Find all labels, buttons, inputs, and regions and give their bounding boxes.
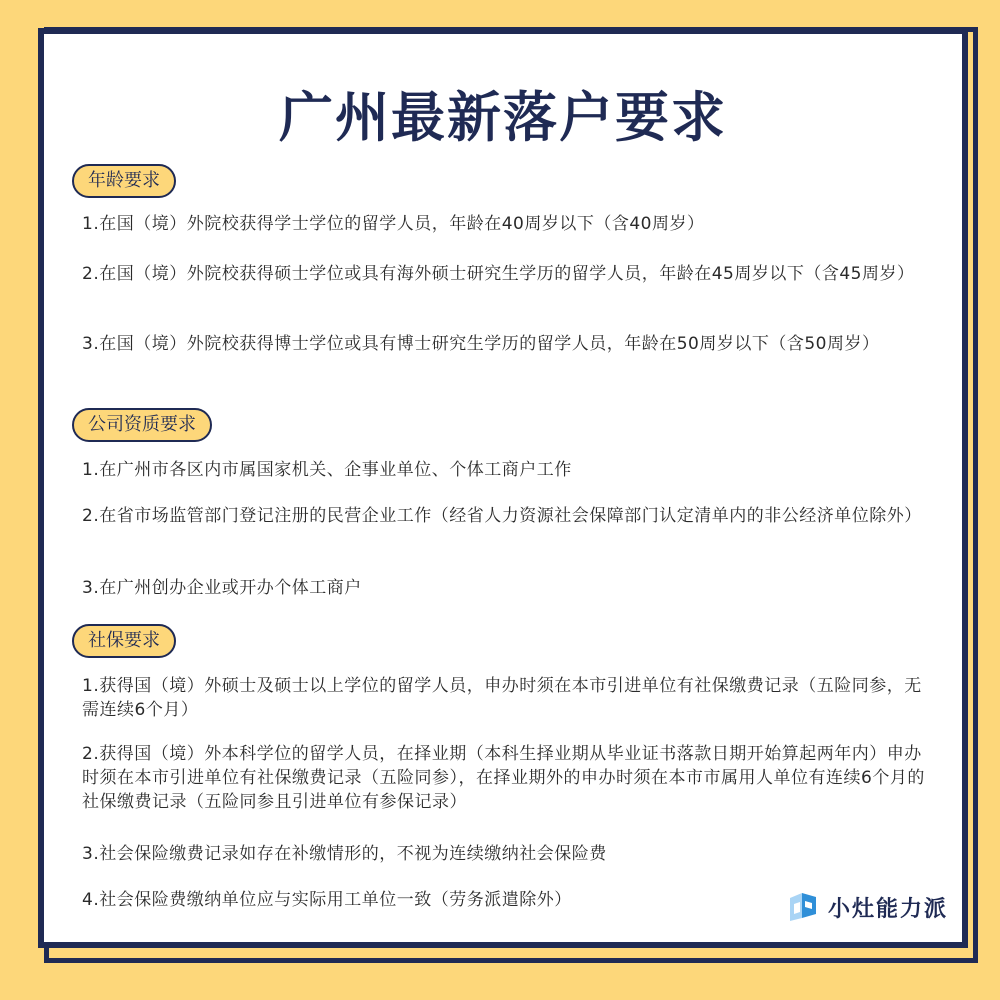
brand [786,890,948,924]
brand-name: 小灶能力派 [827,896,948,922]
section-tag-company: 公司资质要求 [72,408,212,442]
list-item: 3.在国（境）外院校获得博士学位或具有博士研究生学历的留学人员，年龄在50周岁以下（含50周岁） [82,334,880,354]
page-title: 广州最新落户要求 [279,86,727,149]
list-item: 3.社会保险缴费记录如存在补缴情形的，不视为连续缴纳社会保险费 [82,844,607,864]
list-item: 2.在国（境）外院校获得硕士学位或具有海外硕士研究生学历的留学人员，年龄在45周岁以下（含45周岁） [82,264,915,284]
list-item: 1.在广州市各区内市属国家机关、企事业单位、个体工商户工作 [82,460,572,480]
list-item: 2.在省市场监管部门登记注册的民营企业工作（经省人力资源社会保障部门认定清单内的非公经济单位除外） [82,506,922,526]
section-tag-social-security: 社保要求 [72,624,176,658]
list-item: 1.在国（境）外院校获得学士学位的留学人员，年龄在40周岁以下（含40周岁） [82,214,705,234]
section-tag-age: 年龄要求 [72,164,176,198]
brand-logo-icon [786,890,820,924]
list-item: 3.在广州创办企业或开办个体工商户 [82,578,362,598]
list-item: 2.获得国（境）外本科学位的留学人员，在择业期（本科生择业期从毕业证书落款日期开始算起两年内）申办时须在本市引进单位有社保缴费记录（五险同参），在择业期外的申办时须在本市市属用人单位有连续6个月的社保缴费记录（五险同参且引进单位有参保记录） [82,744,925,812]
content-card [38,28,968,948]
list-item: 1.获得国（境）外硕士及硕士以上学位的留学人员，申办时须在本市引进单位有社保缴费记录（五险同参，无需连续6个月） [82,676,922,720]
list-item: 4.社会保险费缴纳单位应与实际用工单位一致（劳务派遣除外） [82,890,572,910]
